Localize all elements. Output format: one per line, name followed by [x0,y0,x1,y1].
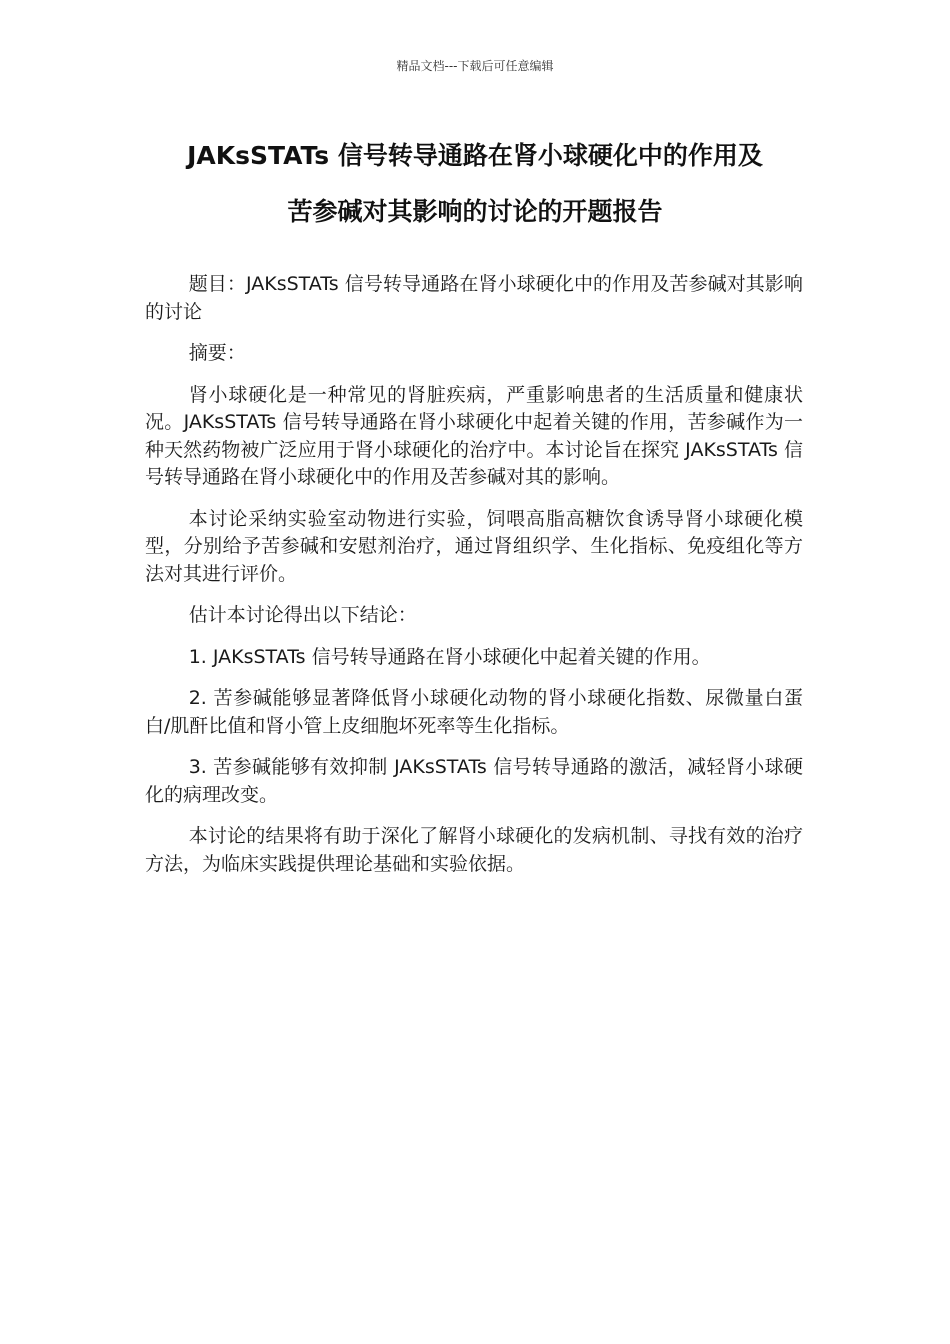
conclusion-item-2: 2. 苦参碱能够显著降低肾小球硬化动物的肾小球硬化指数、尿微量白蛋白/肌酐比值和肾小管上皮细胞坏死率等生化指标。 [145,687,803,737]
title-line-1: JAKsSTATs 信号转导通路在肾小球硬化中的作用及 [187,141,763,170]
document-body [145,271,803,892]
topic-paragraph: 题目：JAKsSTATs 信号转导通路在肾小球硬化中的作用及苦参碱对其影响的讨论 [145,273,803,323]
significance-paragraph: 本讨论的结果将有助于深化了解肾小球硬化的发病机制、寻找有效的治疗方法，为临床实践提供理论基础和实验依据。 [145,825,803,875]
methods-paragraph: 本讨论采纳实验室动物进行实验，饲喂高脂高糖饮食诱导肾小球硬化模型，分别给予苦参碱和安慰剂治疗，通过肾组织学、生化指标、免疫组化等方法对其进行评价。 [145,507,803,585]
conclusions-intro: 估计本讨论得出以下结论： [188,604,417,626]
document-title [120,128,830,240]
title-line-2: 苦参碱对其影响的讨论的开题报告 [287,197,663,226]
abstract-heading: 摘要： [188,342,246,364]
conclusion-item-3: 3. 苦参碱能够有效抑制 JAKsSTATs 信号转导通路的激活，减轻肾小球硬化的病理改变。 [145,756,803,806]
conclusion-item-1: 1. JAKsSTATs 信号转导通路在肾小球硬化中起着关键的作用。 [188,645,711,668]
header-note: 精品文档---下载后可任意编辑 [396,59,554,73]
background-paragraph: 肾小球硬化是一种常见的肾脏疾病，严重影响患者的生活质量和健康状况。JAKsSTATs 信号转导通路在肾小球硬化中起着关键的作用，苦参碱作为一种天然药物被广泛应用于肾小球硬化的治疗中。本讨论旨在探究 JAKsSTATs 信号转导通路在肾小球硬化中的作用及苦参碱对其的影响。 [145,383,803,488]
